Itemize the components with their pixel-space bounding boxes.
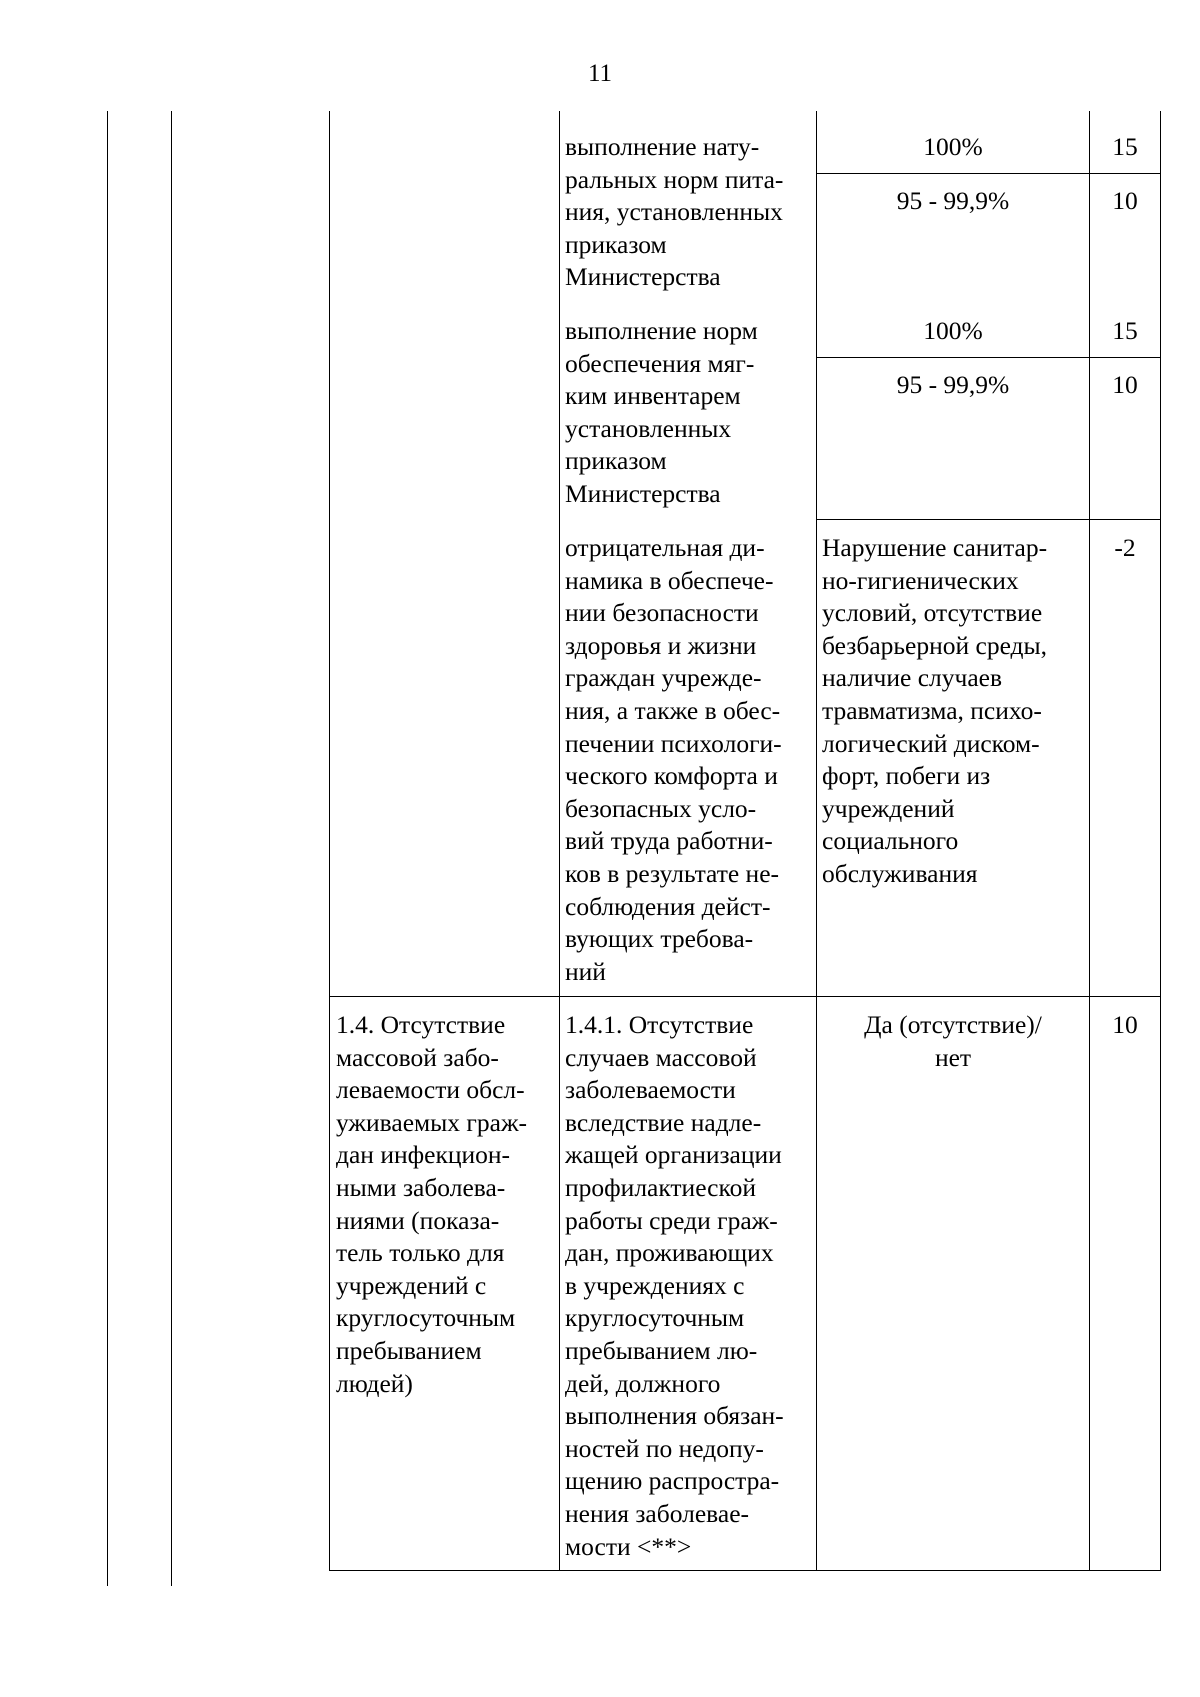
row-2-criterion: выполнение норм обеспечения мяг- ким инвентарем установленных приказом Министерства [565,316,758,508]
row-1-value-1: 100% [923,132,983,161]
table-column-divider-2 [329,111,330,1570]
row-2-bottom-border [816,519,1161,520]
row-1-value-divider [816,173,1161,174]
table-column-divider-5 [1089,111,1090,1570]
page-number: 11 [587,60,613,87]
row-4-criterion: 1.4.1. Отсутствие случаев массовой заболеваемости вследствие надле- жащей организации профилактиеской работы среди граж- дан, проживающих в учреждениях с круглосуточным пребыванием лю- дей, должного выполнения обязан- ностей по недопу- щению распростра- нения заболевае- мости <**> [565,1010,784,1561]
table-right-border [1160,111,1161,1570]
row-4-indicator: 1.4. Отсутствие массовой забо- леваемости обсл- уживаемых граж- дан инфекцион- ными заболева- ниями (показа- тель только для учреждений с круглосуточным пребыванием людей) [336,1010,528,1398]
row-2-points-2: 10 [1112,370,1138,399]
row-2-points-1: 15 [1112,316,1138,345]
row-2-value-1: 100% [923,316,983,345]
table-column-divider-4 [816,111,817,1570]
row-2-value-2: 95 - 99,9% [896,370,1010,399]
table-column-divider-1 [171,111,172,1586]
row-1-value-2: 95 - 99,9% [896,186,1010,215]
row-1-criterion: выполнение нату- ральных норм пита- ния, установленных приказом Министерства [565,132,784,292]
row-3-points: -2 [1114,533,1136,562]
row-2-value-divider [816,357,1161,358]
row-3-bottom-border [329,996,1161,997]
row-1-points-1: 15 [1112,132,1138,161]
row-4-value: Да (отсутствие)/ нет [864,1010,1042,1072]
table-column-divider-3 [559,111,560,1570]
row-4-points: 10 [1112,1010,1138,1039]
row-3-value: Нарушение санитар- но-гигиенических условий, отсутствие безбарьерной среды, наличие случаев травматизма, психо- логический диском- форт, побеги из учреждений социального обслуживания [822,533,1048,888]
row-3-criterion: отрицательная ди- намика в обеспече- нии безопасности здоровья и жизни граждан учрежде- ния, а также в обес- печении психологи- ческого комфорта и безопасных усло- вий труда работни- ков в результате не- соблюдения дейст- вующих требова- ний [565,533,782,986]
table-left-border [107,111,108,1586]
table-bottom-border [329,1570,1161,1571]
row-1-points-2: 10 [1112,186,1138,215]
